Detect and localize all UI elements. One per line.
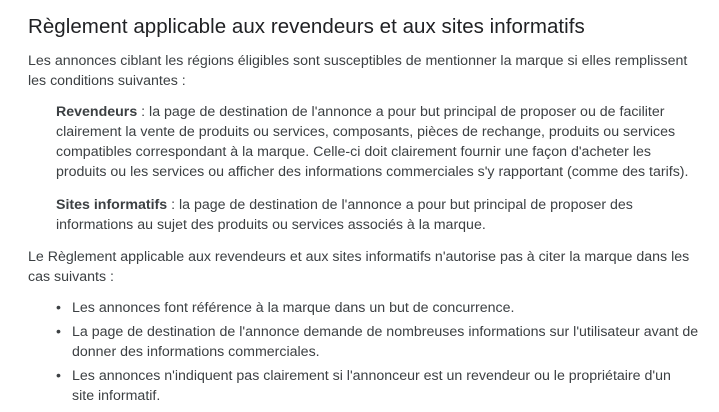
list-item	[56, 298, 696, 318]
definition-informational-sites	[56, 195, 656, 235]
list-item	[56, 366, 696, 406]
list-item	[56, 322, 708, 362]
list-item-text: La page de destination de l'annonce demande de nombreuses informations sur l'utilisateur avant de donner des informations commerciales.	[72, 324, 699, 360]
definition-text: : la page de destination de l'annonce a pour but principal de proposer ou de faciliter clairement la vente de produits ou services, composants, pièces de rechange, produits ou services compatibles correspondant à la marque. Celle-ci doit clairement fournir une façon d'acheter les produits ou les services ou afficher des informations commerciales s'y rapportant (comme des tarifs).	[56, 104, 689, 180]
definition-resellers	[56, 102, 696, 182]
definition-text: : la page de destination de l'annonce a pour but principal de proposer des informations au sujet des produits ou services associés à la marque.	[56, 197, 633, 233]
intro-paragraph: Les annonces ciblant les régions éligibles sont susceptibles de mentionner la marque si elles remplissent les conditions suivantes :	[28, 53, 688, 89]
list-item-text: Les annonces font référence à la marque dans un but de concurrence.	[72, 300, 515, 316]
definition-term: Revendeurs	[56, 104, 138, 120]
restrictions-list	[56, 298, 699, 410]
definition-term: Sites informatifs	[56, 197, 168, 213]
bullet-icon: •	[56, 368, 61, 384]
section-heading: Règlement applicable aux revendeurs et aux sites informatifs	[28, 15, 585, 38]
bullet-icon: •	[56, 300, 61, 316]
list-item-text: Les annonces n'indiquent pas clairement si l'annonceur est un revendeur ou le propriétaire d'un site informatif.	[72, 368, 671, 404]
bullet-icon: •	[56, 324, 61, 340]
restrictions-intro-paragraph: Le Règlement applicable aux revendeurs et aux sites informatifs n'autorise pas à citer la marque dans les cas suivants :	[28, 249, 690, 285]
